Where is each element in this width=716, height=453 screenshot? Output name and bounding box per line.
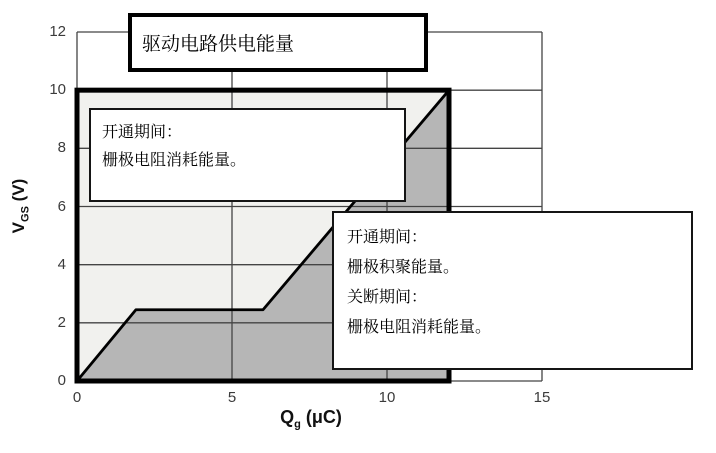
x-axis-title <box>251 407 371 431</box>
callout-text-line: 开通期间： <box>102 124 183 141</box>
callout-text-line: 开通期间： <box>347 229 428 246</box>
y-tick-label: 10 <box>49 81 66 99</box>
x-tick-label: 0 <box>72 389 82 406</box>
y-tick-label: 8 <box>57 139 66 157</box>
supply-energy-callout <box>128 13 428 72</box>
turn-on-gate-resistor-loss-callout <box>89 108 406 202</box>
y-axis-symbol: V <box>9 221 28 234</box>
y-tick-label: 12 <box>49 23 66 40</box>
x-axis-subscript: g <box>294 418 301 431</box>
y-tick-label: 4 <box>57 255 66 273</box>
x-axis-symbol: Q <box>280 407 295 427</box>
y-tick-label: 6 <box>57 197 66 215</box>
callout-text-line: 驱动电路供电能量 <box>142 34 295 55</box>
callout-text-line: 栅极电阻消耗能量。 <box>347 319 492 336</box>
y-tick-label: 0 <box>57 372 66 389</box>
gate-stored-energy-callout <box>332 211 693 370</box>
callout-text-line: 栅极积聚能量。 <box>347 259 460 276</box>
x-tick-label: 15 <box>533 389 551 406</box>
y-axis-unit: (V) <box>9 178 28 207</box>
x-tick-label: 5 <box>227 389 237 406</box>
y-axis-title <box>9 146 33 266</box>
callout-text-line: 栅极电阻消耗能量。 <box>102 152 247 169</box>
callout-text-line: 关断期间： <box>347 289 428 306</box>
y-axis-subscript: GS <box>19 206 32 222</box>
x-tick-label: 10 <box>378 389 396 406</box>
x-axis-unit: (μC) <box>300 407 342 427</box>
y-tick-label: 2 <box>57 313 66 331</box>
